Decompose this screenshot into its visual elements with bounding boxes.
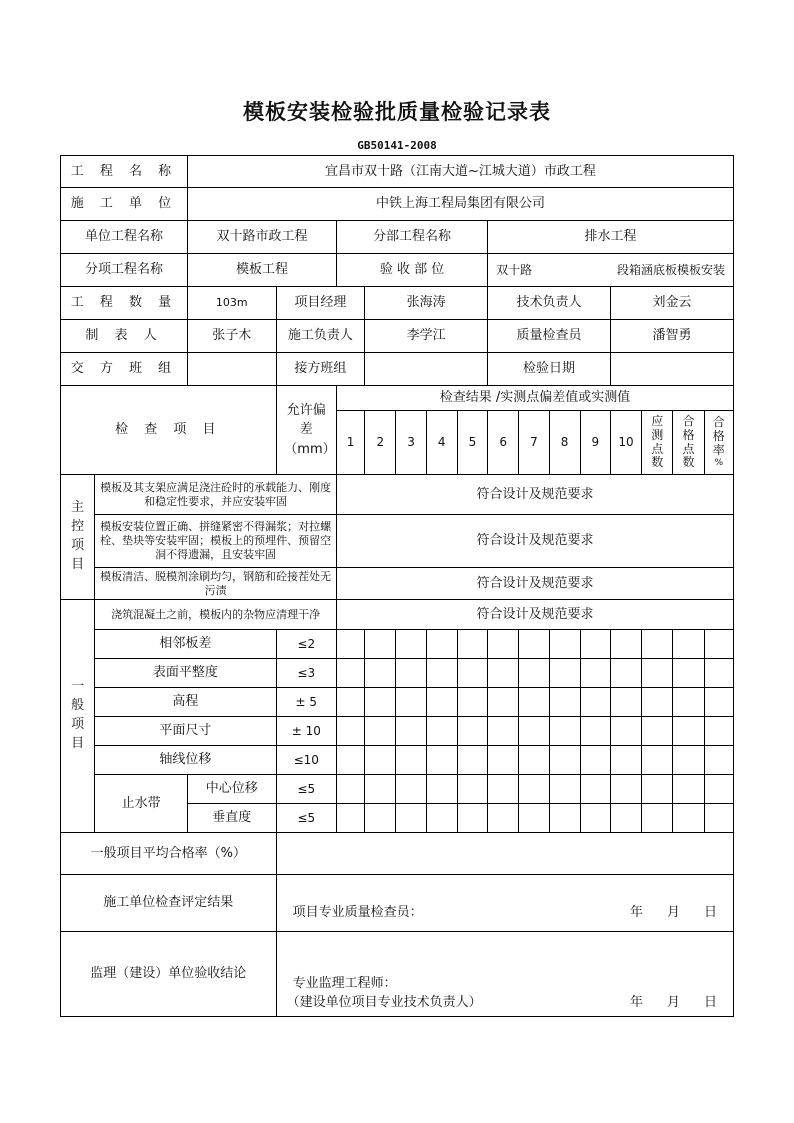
inspect-date-label: 检验日期 [488,353,611,386]
cell [488,659,519,688]
main-control-result-2: 符合设计及规范要求 [337,515,734,568]
item-project-value: 模板工程 [187,254,336,287]
cell [580,775,610,804]
owner-tech-lead-label: （建设单位项目专业技术负责人） [286,995,482,1010]
general-item-5-name: 轴线位移 [95,746,276,775]
main-control-item-3: 模板清洁、脱模剂涂刷均匀，钢筋和砼接茬处无污渍 [95,568,337,600]
cell [642,717,673,746]
cell [704,659,733,688]
point-col-10: 10 [610,411,641,475]
cell [426,717,457,746]
row-project-name [61,156,734,188]
cell [337,630,365,659]
preparer-value: 张子木 [187,320,276,353]
pass-header-text: 合格点数 [682,413,695,470]
avg-rate-row [61,833,734,875]
cell [337,746,365,775]
main-control-item-2: 模板安装位置正确、拼缝紧密不得漏浆；对拉螺栓、垫块等安装牢固；模板上的预埋件、预留空洞不得遗漏，且安装牢固 [95,515,337,568]
cell [519,746,549,775]
cell [580,688,610,717]
unit-project-value: 双十路市政工程 [187,221,336,254]
cell [549,746,580,775]
main-control-result-1: 符合设计及规范要求 [337,475,734,515]
cell [396,717,426,746]
cell [337,659,365,688]
cell [519,775,549,804]
general-item-4-tol: ± 10 [276,717,336,746]
cell [396,804,426,833]
cell [457,630,487,659]
month-label: 月 [666,995,680,1010]
main-control-label-cell [61,475,95,600]
main-control-row-3 [61,568,734,600]
cell [457,804,487,833]
cell [580,630,610,659]
general-item-first: 浇筑混凝土之前，模板内的杂物应清理干净 [95,600,337,630]
waterstop-row-1 [61,775,734,804]
row-handover [61,353,734,386]
cell [337,717,365,746]
pm-value: 张海涛 [365,287,488,320]
rate-unit: % [714,457,724,468]
row-quantity [61,287,734,320]
cell [610,630,641,659]
quantity-label: 工 程 数 量 [61,287,188,320]
main-control-item-1: 模板及其支架应满足浇注砼时的承载能力、刚度和稳定性要求，并应安装牢固 [95,475,337,515]
receiver-label: 接方班组 [276,353,365,386]
cell [673,746,704,775]
cell [365,717,396,746]
cell [426,659,457,688]
day-label: 日 [703,995,717,1010]
waterstop-sub-2-tol: ≤5 [276,804,336,833]
cell [337,688,365,717]
main-control-row-1 [61,475,734,515]
cell [426,688,457,717]
handover-value [187,353,276,386]
cell [426,804,457,833]
results-header: 检查结果 /实测点偏差值或实测值 [337,386,734,411]
supervisor-label: 专业监理工程师： [292,976,397,991]
cell [642,688,673,717]
row-unit-project [61,221,734,254]
waterstop-sub-1-tol: ≤5 [276,775,336,804]
acceptance-part-b: 段箱涵底板模板安装 [616,262,725,277]
project-name-value: 宜昌市双十路（江南大道~江城大道）市政工程 [187,156,733,188]
general-item-3-tol: ± 5 [276,688,336,717]
cell [426,746,457,775]
cell [396,775,426,804]
general-row-1 [61,630,734,659]
cell [549,659,580,688]
general-row-first [61,600,734,630]
cell [365,775,396,804]
year-label: 年 [629,995,643,1010]
point-col-5: 5 [457,411,487,475]
cell [488,717,519,746]
inspect-date-value [610,353,733,386]
waterstop-label: 止水带 [95,775,188,833]
cell [549,630,580,659]
cell [642,746,673,775]
general-result-first: 符合设计及规范要求 [337,600,734,630]
cell [365,630,396,659]
cell [610,688,641,717]
main-control-result-3: 符合设计及规范要求 [337,568,734,600]
project-name-label: 工 程 名 称 [61,156,188,188]
cell [704,746,733,775]
general-item-2-name: 表面平整度 [95,659,276,688]
cell [704,688,733,717]
pm-label: 项目经理 [276,287,365,320]
item-project-label: 分项工程名称 [61,254,188,287]
count-header [642,411,673,475]
cell [642,804,673,833]
cell [519,804,549,833]
tolerance-header-text: 允许偏差（mm） [284,402,336,457]
general-item-2-tol: ≤3 [276,659,336,688]
avg-rate-label: 一般项目平均合格率（%） [61,833,277,875]
cell [580,659,610,688]
row-contractor [61,188,734,221]
site-lead-value: 李学江 [365,320,488,353]
cell [457,688,487,717]
cell [673,659,704,688]
cell [396,630,426,659]
cell [519,717,549,746]
tolerance-header [276,386,336,475]
main-control-row-2 [61,515,734,568]
pass-header [673,411,704,475]
cell [457,717,487,746]
sub-project-value: 排水工程 [488,221,734,254]
general-row-4 [61,717,734,746]
cell [673,630,704,659]
supervision-date [606,995,717,1011]
year-label: 年 [629,905,643,920]
count-header-text: 应测点数 [651,413,664,470]
cell [457,746,487,775]
acceptance-part-label: 验 收 部 位 [337,254,488,287]
point-col-3: 3 [396,411,426,475]
cell [337,804,365,833]
cell [610,659,641,688]
general-item-3-name: 高程 [95,688,276,717]
cell [457,775,487,804]
point-col-9: 9 [580,411,610,475]
cell [549,804,580,833]
cell [337,775,365,804]
inspection-record-table [60,155,734,1017]
cell [642,659,673,688]
general-item-4-name: 平面尺寸 [95,717,276,746]
contractor-inspector-label: 项目专业质量检查员： [292,905,423,920]
cell [673,804,704,833]
point-col-1: 1 [337,411,365,475]
quantity-value: 103m [187,287,276,320]
cell [488,630,519,659]
cell [488,746,519,775]
cell [426,630,457,659]
rate-header [704,411,733,475]
cell [488,775,519,804]
general-item-1-tol: ≤2 [276,630,336,659]
cell [673,688,704,717]
cell [580,804,610,833]
point-col-7: 7 [519,411,549,475]
avg-rate-value [276,833,733,875]
contractor-label: 施 工 单 位 [61,188,188,221]
receiver-value [365,353,488,386]
month-label: 月 [666,905,680,920]
general-item-5-tol: ≤10 [276,746,336,775]
acceptance-part-value [488,254,734,287]
contractor-date [606,905,717,921]
acceptance-part-a: 双十路 [496,262,533,277]
cell [549,688,580,717]
general-row-5 [61,746,734,775]
cell [365,688,396,717]
cell [580,746,610,775]
supervision-label: 监理（建设）单位验收结论 [61,932,277,1017]
day-label: 日 [703,905,717,920]
cell [704,775,733,804]
general-item-1-name: 相邻板差 [95,630,276,659]
cell [457,659,487,688]
contractor-value: 中铁上海工程局集团有限公司 [187,188,733,221]
cell [704,717,733,746]
main-control-label: 主控项目 [71,500,85,572]
unit-project-label: 单位工程名称 [61,221,188,254]
cell [704,804,733,833]
general-label-cell [61,600,95,833]
point-col-8: 8 [549,411,580,475]
point-col-2: 2 [365,411,396,475]
cell [549,717,580,746]
document-title: 模板安装检验批质量检验记录表 [243,99,551,124]
contractor-result-row [61,875,734,932]
cell [365,746,396,775]
contractor-result-label: 施工单位检查评定结果 [61,875,277,932]
cell [549,775,580,804]
waterstop-sub-1-name: 中心位移 [187,775,276,804]
waterstop-sub-2-name: 垂直度 [187,804,276,833]
supervision-row [61,932,734,1017]
qc-label: 质量检查员 [488,320,611,353]
cell [426,775,457,804]
cell [396,746,426,775]
cell [704,630,733,659]
contractor-result-signoff [276,875,733,932]
cell [488,804,519,833]
supervision-signoff [276,932,733,1017]
cell [610,717,641,746]
cell [396,688,426,717]
handover-label: 交 方 班 组 [61,353,188,386]
cell [673,717,704,746]
cell [488,688,519,717]
sub-project-label: 分部工程名称 [337,221,488,254]
inspection-item-header: 检 查 项 目 [61,386,277,475]
cell [365,659,396,688]
standard-code: GB50141-2008 [357,139,437,152]
point-col-4: 4 [426,411,457,475]
row-inspection-header-1 [61,386,734,411]
cell [519,630,549,659]
cell [365,804,396,833]
qc-value: 潘智勇 [610,320,733,353]
tech-lead-label: 技术负责人 [488,287,611,320]
row-preparer [61,320,734,353]
site-lead-label: 施工负责人 [276,320,365,353]
cell [610,746,641,775]
cell [519,659,549,688]
rate-header-text: 合格率 [712,415,725,457]
cell [610,804,641,833]
preparer-label: 制 表 人 [61,320,188,353]
general-row-3 [61,688,734,717]
point-col-6: 6 [488,411,519,475]
general-label: 一般项目 [71,679,85,751]
general-row-2 [61,659,734,688]
cell [642,630,673,659]
tech-lead-value: 刘金云 [610,287,733,320]
row-item-project [61,254,734,287]
cell [519,688,549,717]
cell [396,659,426,688]
cell [673,775,704,804]
cell [580,717,610,746]
cell [642,775,673,804]
cell [610,775,641,804]
